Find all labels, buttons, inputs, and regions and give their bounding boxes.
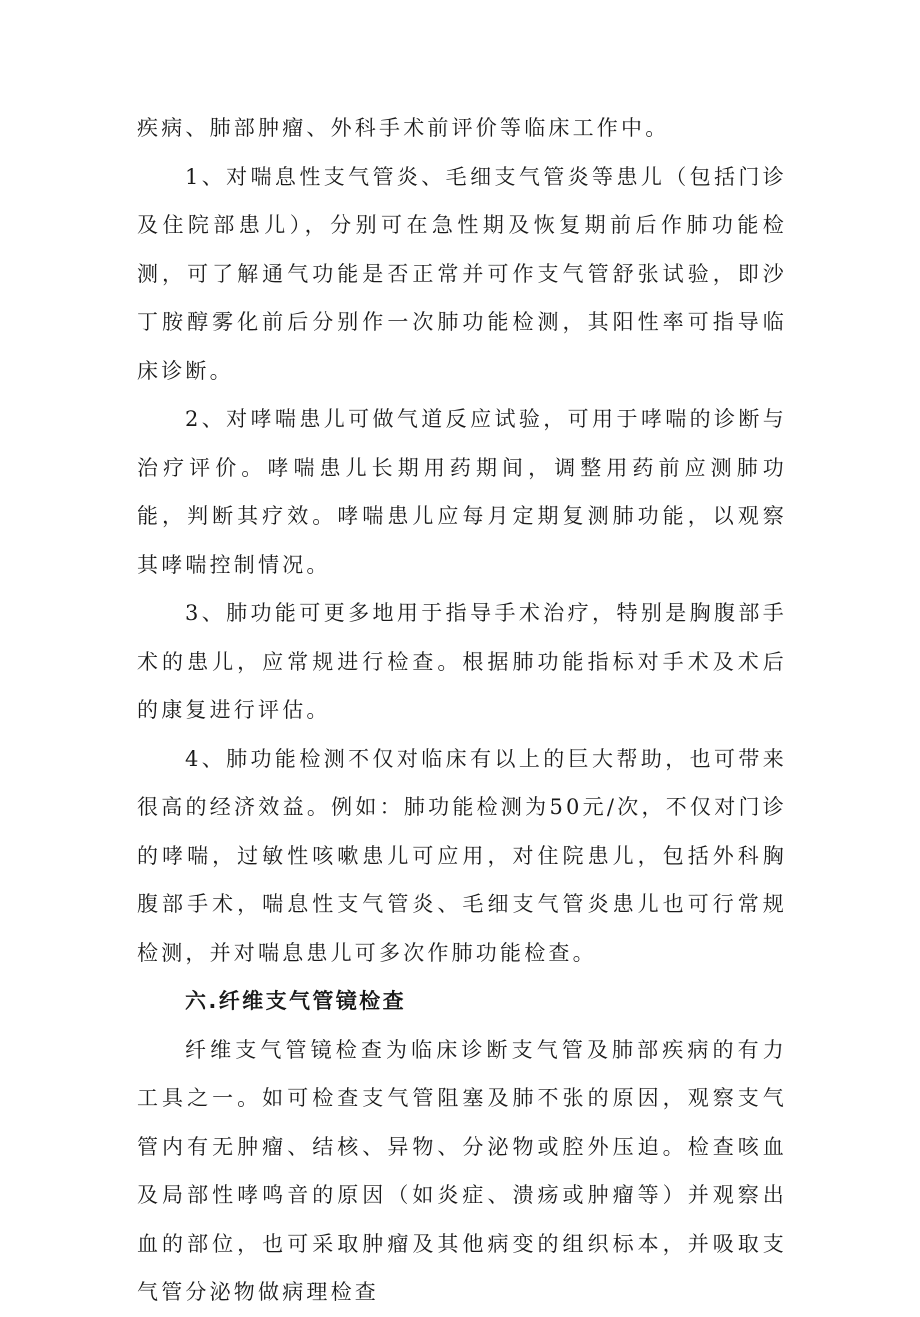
section-paragraph: 纤维支气管镜检查为临床诊断支气管及肺部疾病的有力工具之一。如可检查支气管阻塞及肺不张的原因，观察支气管内有无肿瘤、结核、异物、分泌物或腔外压迫。检查咳血及局部性哮鸣音的原因（如炎症、溃疡或肿瘤等）并观察出血的部位，也可采取肿瘤及其他病变的组织标本，并吸取支气管分泌物做病理检查: [137, 1037, 787, 1304]
paragraph-item-4: 4、肺功能检测不仅对临床有以上的巨大帮助，也可带来很高的经济效益。例如：肺功能检测为50元/次，不仅对门诊的哮喘，过敏性咳嗽患儿可应用，对住院患儿，包括外科胸腹部手术，喘息性支气管炎、毛细支气管炎患儿也可行常规检测，并对喘息患儿可多次作肺功能检查。: [137, 746, 787, 965]
paragraph-continuation: 疾病、肺部肿瘤、外科手术前评价等临床工作中。: [137, 116, 670, 140]
paragraph-item-3: 3、肺功能可更多地用于指导手术治疗，特别是胸腹部手术的患儿，应常规进行检查。根据肺功能指标对手术及术后的康复进行评估。: [137, 601, 787, 722]
paragraph-item-1: 1、对喘息性支气管炎、毛细支气管炎等患儿（包括门诊及住院部患儿），分别可在急性期及恢复期前后作肺功能检测，可了解通气功能是否正常并可作支气管舒张试验，即沙丁胺醇雾化前后分别作一次肺功能检测，其阳性率可指导临床诊断。: [137, 164, 787, 383]
document-body: [137, 104, 787, 1317]
paragraph-item-2: 2、对哮喘患儿可做气道反应试验，可用于哮喘的诊断与治疗评价。哮喘患儿长期用药期间，调整用药前应测肺功能，判断其疗效。哮喘患儿应每月定期复测肺功能，以观察其哮喘控制情况。: [137, 407, 787, 577]
section-heading: 六.纤维支气管镜检查: [185, 989, 406, 1013]
